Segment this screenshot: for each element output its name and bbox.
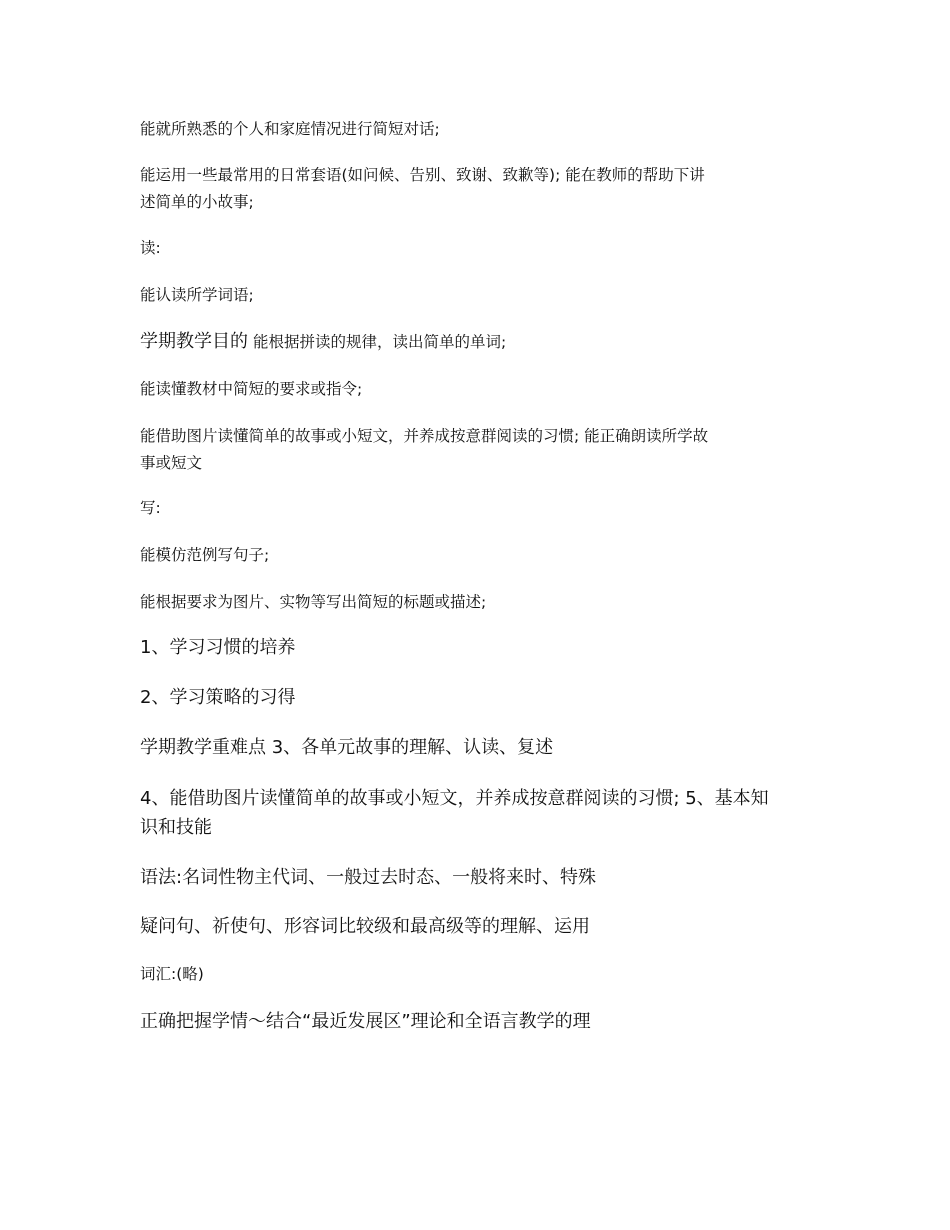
text-line: 能读懂教材中简短的要求或指令;	[140, 380, 363, 398]
text-line: 正确把握学情～结合“最近发展区”理论和全语言教学的理	[140, 1011, 591, 1032]
text-line: 写:	[140, 499, 161, 517]
text-line: 疑问句、祈使句、形容词比较级和最高级等的理解、运用	[140, 916, 590, 937]
text-line: 事或短文	[140, 454, 203, 472]
text-segment: 3、各单元故事的理解、认读、复述	[271, 737, 554, 758]
text-line: 读:	[140, 239, 161, 257]
text-line: 能就所熟悉的个人和家庭情况进行简短对话;	[140, 120, 440, 138]
section-heading: 学期教学目的	[140, 331, 248, 352]
text-line: 2、学习策略的习得	[140, 687, 296, 708]
text-line: 能借助图片读懂简单的故事或小短文，并养成按意群阅读的习惯; 能正确朗读所学故	[140, 427, 709, 445]
section-heading-line	[140, 734, 820, 762]
text-line: 4、能借助图片读懂简单的故事或小短文，并养成按意群阅读的习惯; 5、基本知	[140, 788, 769, 809]
text-line: 述简单的小故事;	[140, 193, 254, 211]
section-heading: 学期教学重难点	[140, 737, 266, 758]
text-line: 1、学习习惯的培养	[140, 637, 296, 658]
text-line: 能模仿范例写句子;	[140, 546, 270, 564]
text-line: 词汇:(略)	[140, 965, 204, 983]
text-line: 能运用一些最常用的日常套语(如问候、告别、致谢、致歉等); 能在教师的帮助下讲	[140, 166, 705, 184]
section-heading-line	[140, 328, 820, 356]
text-line: 识和技能	[140, 817, 212, 838]
text-line: 语法:名词性物主代词、一般过去时态、一般将来时、特殊	[140, 867, 597, 888]
text-line: 能根据要求为图片、实物等写出简短的标题或描述;	[140, 593, 487, 611]
text-line: 能认读所学词语;	[140, 286, 254, 304]
text-segment: 能根据拼读的规律，读出简单的单词;	[252, 333, 507, 351]
